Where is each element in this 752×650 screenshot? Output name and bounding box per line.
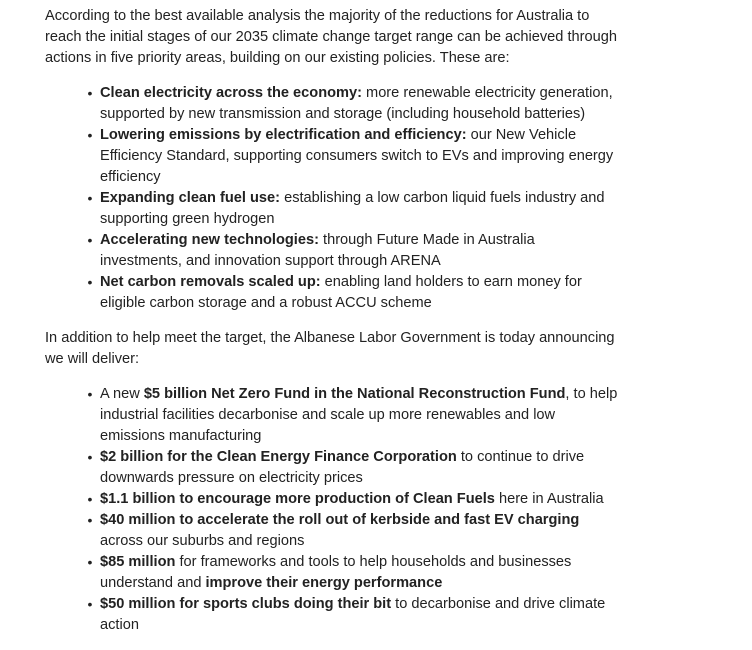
item-text: our New Vehicle Efficiency Standard, supporting consumers switch to EVs and improving energy efficiency [100,127,614,185]
list-item [87,125,620,188]
list-item [87,272,620,314]
priority-areas-list [45,83,620,314]
item-heading: $40 million to accelerate the roll out of kerbside and fast EV charging [100,512,580,528]
article-body [45,6,620,650]
announcements-list [45,384,620,636]
item-text: through Future Made in Australia investments, and innovation support through ARENA [100,232,535,269]
second-paragraph: In addition to help meet the target, the Albanese Labor Government is today announcing we will deliver: [45,330,615,367]
item-text: for frameworks and tools to help households and businesses understand and [100,554,572,591]
item-heading: Net carbon removals scaled up: [100,274,321,290]
bullet-icon: • [87,127,93,143]
bullet-icon: • [87,274,93,290]
item-text: to decarbonise and drive climate action [100,596,606,633]
item-text: , to help industrial facilities decarbonise and scale up more renewables and low emissions manufacturing [100,386,618,444]
item-heading: $85 million [100,554,176,570]
item-heading: Accelerating new technologies: [100,232,319,248]
item-prefix: A new [100,386,144,402]
item-heading: Lowering emissions by electrification and efficiency: [100,127,467,143]
list-item [87,384,620,447]
item-heading: $50 million for sports clubs doing their bit [100,596,392,612]
item-text: enabling land holders to earn money for eligible carbon storage and a robust ACCU scheme [100,274,582,311]
item-heading: Clean electricity across the economy: [100,85,362,101]
list-item [87,594,620,636]
item-heading: $1.1 billion to encourage more production of Clean Fuels [100,491,495,507]
list-item [87,188,620,230]
bullet-icon: • [87,596,93,612]
item-heading: $5 billion Net Zero Fund in the National Reconstruction Fund [143,386,566,402]
item-emphasis: improve their energy performance [205,575,443,591]
item-text: here in Australia [494,491,604,507]
item-text: to continue to drive downwards pressure on electricity prices [100,449,585,486]
intro-paragraph: According to the best available analysis the majority of the reductions for Australia to reach the initial stages of our 2035 climate change target range can be achieved through actions in five priority areas, building on our existing policies. These are: [45,8,617,66]
bullet-icon: • [87,85,93,101]
list-item [87,552,620,594]
bullet-icon: • [87,512,93,528]
item-text: across our suburbs and regions [100,533,305,549]
bullet-icon: • [87,190,93,206]
list-item [87,230,620,272]
bullet-icon: • [87,554,93,570]
item-heading: Expanding clean fuel use: [100,190,281,206]
bullet-icon: • [87,449,93,465]
list-item [87,447,620,489]
list-item [87,489,620,510]
item-heading: $2 billion for the Clean Energy Finance Corporation [100,449,457,465]
item-text: more renewable electricity generation, supported by new transmission and storage (including household batteries) [100,85,613,122]
list-item [87,510,620,552]
bullet-icon: • [87,386,93,402]
list-item [87,83,620,125]
bullet-icon: • [87,491,93,507]
item-text: establishing a low carbon liquid fuels industry and supporting green hydrogen [100,190,605,227]
bullet-icon: • [87,232,93,248]
